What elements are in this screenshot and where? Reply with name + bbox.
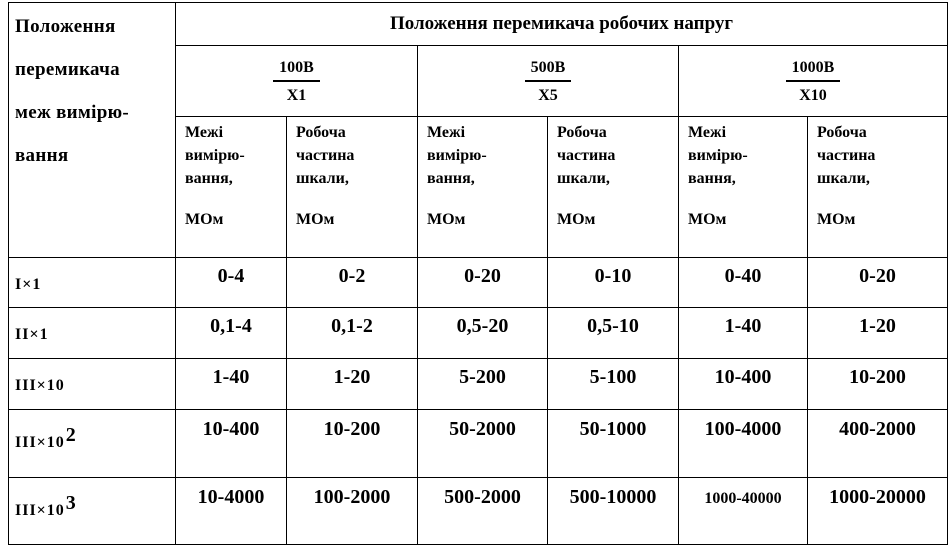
range-value-cell: 1000-20000 [808, 478, 948, 545]
range-position-label [9, 478, 176, 545]
range-value-cell: 100-4000 [679, 410, 808, 478]
working-scale-header [548, 117, 679, 258]
subheader-line: вання, [427, 170, 475, 187]
range-value-cell: 0-20 [418, 258, 548, 308]
range-value-cell: 10-200 [808, 359, 948, 410]
unit-label: МОм [817, 211, 856, 228]
range-value-cell: 1000-40000 [679, 478, 808, 545]
voltage-value: 1000В [786, 58, 841, 82]
subheader-line: Робоча [296, 124, 346, 141]
range-value-cell: 0-2 [287, 258, 418, 308]
range-value-cell: 50-1000 [548, 410, 679, 478]
range-value-cell: 10-400 [176, 410, 287, 478]
range-value-cell: 0,5-20 [418, 308, 548, 359]
voltage-fraction [786, 58, 841, 105]
subheader-line: Межі [688, 124, 727, 141]
range-value-cell: 1-40 [176, 359, 287, 410]
voltage-group-header [176, 46, 418, 117]
subheader-line: вимірю- [427, 147, 487, 164]
working-scale-header [808, 117, 948, 258]
range-position-label [9, 359, 176, 410]
subheader-line: частина [557, 147, 616, 164]
subheader-line: частина [296, 147, 355, 164]
range-position-text: I×1 [15, 276, 42, 293]
table-row [9, 308, 948, 359]
corner-label-line: Положення [15, 16, 116, 37]
range-value-cell: 0-10 [548, 258, 679, 308]
measurement-limits-header [418, 117, 548, 258]
range-value-cell: 400-2000 [808, 410, 948, 478]
subheader-line: вимірю- [185, 147, 245, 164]
multiplier-value: Х1 [286, 86, 307, 104]
exponent: 2 [65, 424, 77, 446]
range-position-label [9, 410, 176, 478]
range-value-cell: 1-40 [679, 308, 808, 359]
subheader-line: вання, [185, 170, 233, 187]
corner-header-cell [9, 3, 176, 258]
subheader-line: Межі [185, 124, 224, 141]
multiplier-value: Х10 [799, 86, 827, 104]
working-scale-header [287, 117, 418, 258]
range-value-cell: 0,1-4 [176, 308, 287, 359]
range-value-cell: 100-2000 [287, 478, 418, 545]
range-position-text: III×10 [15, 502, 65, 519]
range-value-cell: 5-200 [418, 359, 548, 410]
table-row [9, 359, 948, 410]
voltage-fraction [273, 58, 320, 105]
main-header: Положення перемикача робочих напруг [176, 3, 948, 46]
unit-label: МОм [427, 211, 466, 228]
unit-label: МОм [185, 211, 224, 228]
unit-label: МОм [557, 211, 596, 228]
table-row [9, 410, 948, 478]
voltage-value: 100В [273, 58, 320, 82]
range-position-text: III×10 [15, 434, 65, 451]
range-value-cell: 0-20 [808, 258, 948, 308]
subheader-line: шкали, [817, 170, 870, 187]
measurement-limits-table [8, 2, 948, 545]
voltage-value: 500В [525, 58, 572, 82]
range-value-cell: 500-2000 [418, 478, 548, 545]
range-position-text: III×10 [15, 377, 65, 394]
voltage-fraction [525, 58, 572, 105]
range-value-cell: 10-200 [287, 410, 418, 478]
range-value-cell: 5-100 [548, 359, 679, 410]
range-value-cell: 50-2000 [418, 410, 548, 478]
range-value-cell: 10-4000 [176, 478, 287, 545]
unit-label: МОм [296, 211, 335, 228]
range-value-cell: 0-40 [679, 258, 808, 308]
subheader-line: Межі [427, 124, 466, 141]
range-position-text: II×1 [15, 326, 49, 343]
subheader-line: Робоча [817, 124, 867, 141]
range-position-label [9, 258, 176, 308]
corner-label-line: меж вимірю- [15, 102, 130, 123]
range-value-cell: 0,1-2 [287, 308, 418, 359]
table-row [9, 478, 948, 545]
range-value-cell: 1-20 [287, 359, 418, 410]
measurement-limits-header [176, 117, 287, 258]
subheader-line: шкали, [557, 170, 610, 187]
range-value-cell: 1-20 [808, 308, 948, 359]
range-value-cell: 10-400 [679, 359, 808, 410]
voltage-group-header [679, 46, 948, 117]
exponent: 3 [65, 492, 77, 514]
range-value-cell: 0,5-10 [548, 308, 679, 359]
range-value-cell: 500-10000 [548, 478, 679, 545]
subheader-line: шкали, [296, 170, 349, 187]
corner-label-line: вання [15, 145, 69, 166]
multiplier-value: Х5 [538, 86, 558, 104]
subheader-line: вання, [688, 170, 736, 187]
range-value-cell: 0-4 [176, 258, 287, 308]
subheader-line: Робоча [557, 124, 607, 141]
corner-label-line: перемикача [15, 59, 120, 80]
table-row [9, 258, 948, 308]
subheader-line: вимірю- [688, 147, 748, 164]
range-position-label [9, 308, 176, 359]
measurement-limits-header [679, 117, 808, 258]
subheader-line: частина [817, 147, 876, 164]
voltage-group-header [418, 46, 679, 117]
unit-label: МОм [688, 211, 727, 228]
